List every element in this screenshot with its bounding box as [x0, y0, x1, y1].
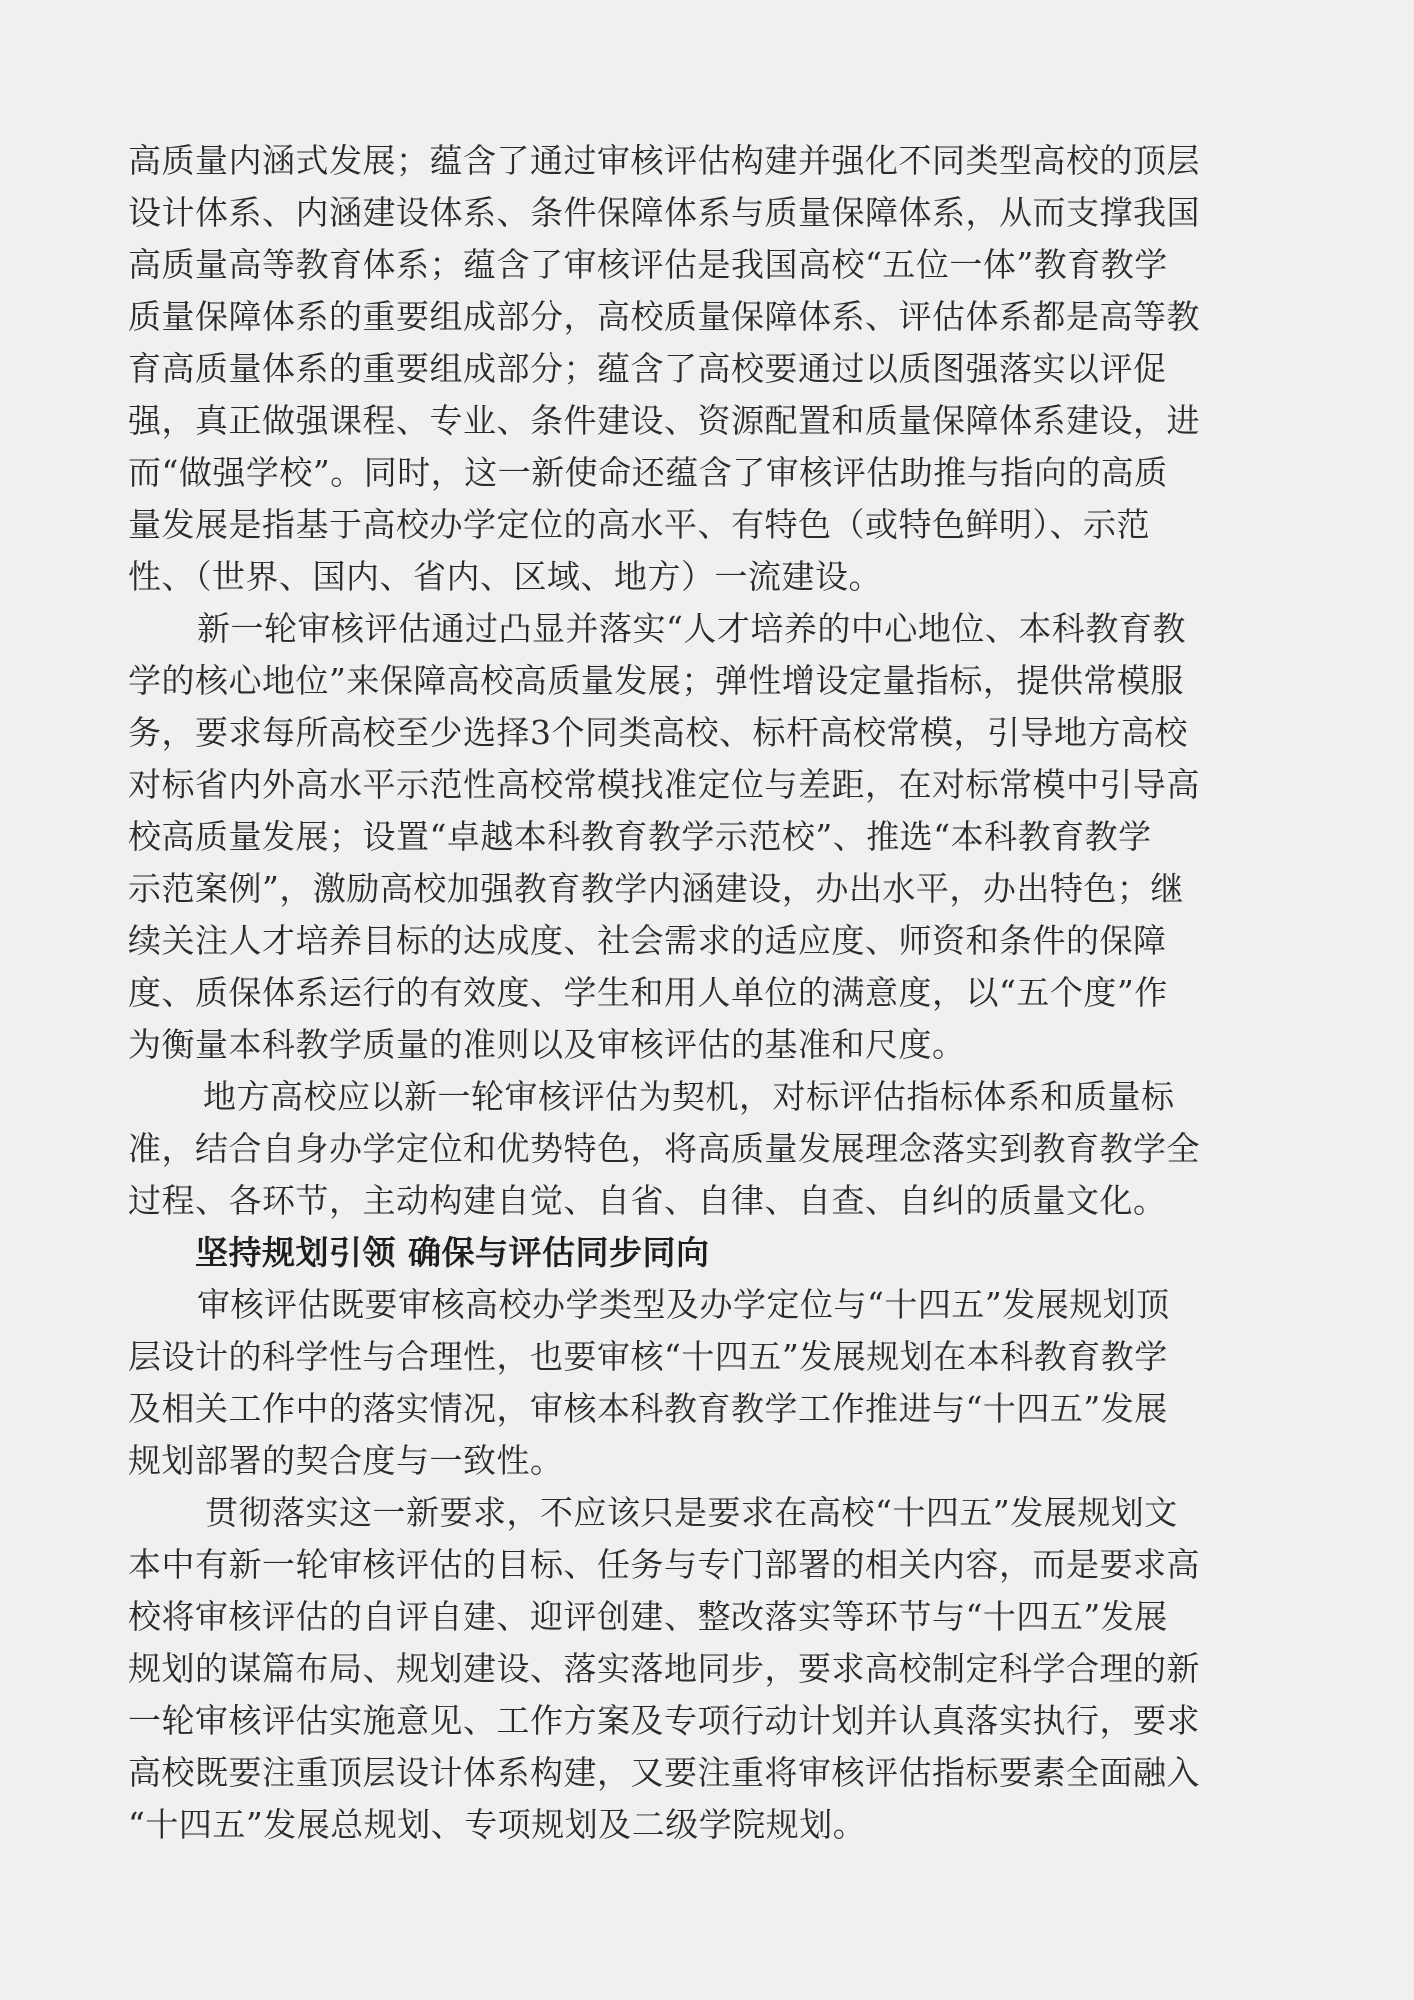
- text-line: 量发展是指基于高校办学定位的高水平、有特色（或特色鲜明）、示范: [128, 505, 1150, 544]
- text-line: 强，真正做强课程、专业、条件建设、资源配置和质量保障体系建设，进: [128, 401, 1200, 440]
- text-line: 为衡量本科教学质量的准则以及审核评估的基准和尺度。: [128, 1025, 966, 1064]
- text-line: 准，结合自身办学定位和优势特色，将高质量发展理念落实到教育教学全: [128, 1129, 1200, 1168]
- text-line: 高校既要注重顶层设计体系构建，又要注重将审核评估指标要素全面融入: [128, 1753, 1200, 1792]
- text-line: 审核评估既要审核高校办学类型及办学定位与“十四五”发展规划顶: [197, 1285, 1170, 1324]
- text-line: 续关注人才培养目标的达成度、社会需求的适应度、师资和条件的保障: [128, 921, 1167, 960]
- text-line: 对标省内外高水平示范性高校常模找准定位与差距，在对标常模中引导高: [128, 765, 1200, 804]
- text-line: 育高质量体系的重要组成部分；蕴含了高校要通过以质图强落实以评促: [128, 349, 1167, 388]
- text-line: 本中有新一轮审核评估的目标、任务与专门部署的相关内容，而是要求高: [128, 1545, 1200, 1584]
- text-line: 度、质保体系运行的有效度、学生和用人单位的满意度，以“五个度”作: [128, 973, 1168, 1012]
- text-line: 规划的谋篇布局、规划建设、落实落地同步，要求高校制定科学合理的新: [128, 1649, 1200, 1688]
- text-line: 性、（世界、国内、省内、区域、地方）一流建设。: [128, 557, 882, 596]
- text-line: “十四五”发展总规划、专项规划及二级学院规划。: [128, 1805, 867, 1844]
- text-line: 贯彻落实这一新要求，不应该只是要求在高校“十四五”发展规划文: [205, 1493, 1178, 1532]
- text-line: 务，要求每所高校至少选择3个同类高校、标杆高校常模，引导地方高校: [128, 713, 1188, 752]
- text-line: 高质量高等教育体系；蕴含了审核评估是我国高校“五位一体”教育教学: [128, 245, 1168, 284]
- text-line: 设计体系、内涵建设体系、条件保障体系与质量保障体系，从而支撑我国: [128, 193, 1200, 232]
- text-line: 一轮审核评估实施意见、工作方案及专项行动计划并认真落实执行，要求: [128, 1701, 1200, 1740]
- text-line: 地方高校应以新一轮审核评估为契机，对标评估指标体系和质量标: [203, 1077, 1175, 1116]
- text-line: 过程、各环节，主动构建自觉、自省、自律、自查、自纠的质量文化。: [128, 1181, 1167, 1220]
- section-heading: 坚持规划引领 确保与评估同步同向: [195, 1233, 710, 1272]
- text-line: 示范案例”，激励高校加强教育教学内涵建设，办出水平，办出特色；继: [128, 869, 1184, 908]
- text-line: 及相关工作中的落实情况，审核本科教育教学工作推进与“十四五”发展: [128, 1389, 1168, 1428]
- text-line: 校将审核评估的自评自建、迎评创建、整改落实等环节与“十四五”发展: [128, 1597, 1168, 1636]
- text-line: 校高质量发展；设置“卓越本科教育教学示范校”、推选“本科教育教学: [128, 817, 1152, 856]
- text-line: 高质量内涵式发展；蕴含了通过审核评估构建并强化不同类型高校的顶层: [128, 141, 1200, 180]
- text-line: 新一轮审核评估通过凸显并落实“人才培养的中心地位、本科教育教: [197, 609, 1186, 648]
- text-line: 规划部署的契合度与一致性。: [128, 1441, 564, 1480]
- text-line: 而“做强学校”。同时，这一新使命还蕴含了审核评估助推与指向的高质: [128, 453, 1168, 492]
- text-line: 质量保障体系的重要组成部分，高校质量保障体系、评估体系都是高等教: [128, 297, 1200, 336]
- text-line: 层设计的科学性与合理性，也要审核“十四五”发展规划在本科教育教学: [128, 1337, 1168, 1376]
- text-line: 学的核心地位”来保障高校高质量发展；弹性增设定量指标，提供常模服: [128, 661, 1184, 700]
